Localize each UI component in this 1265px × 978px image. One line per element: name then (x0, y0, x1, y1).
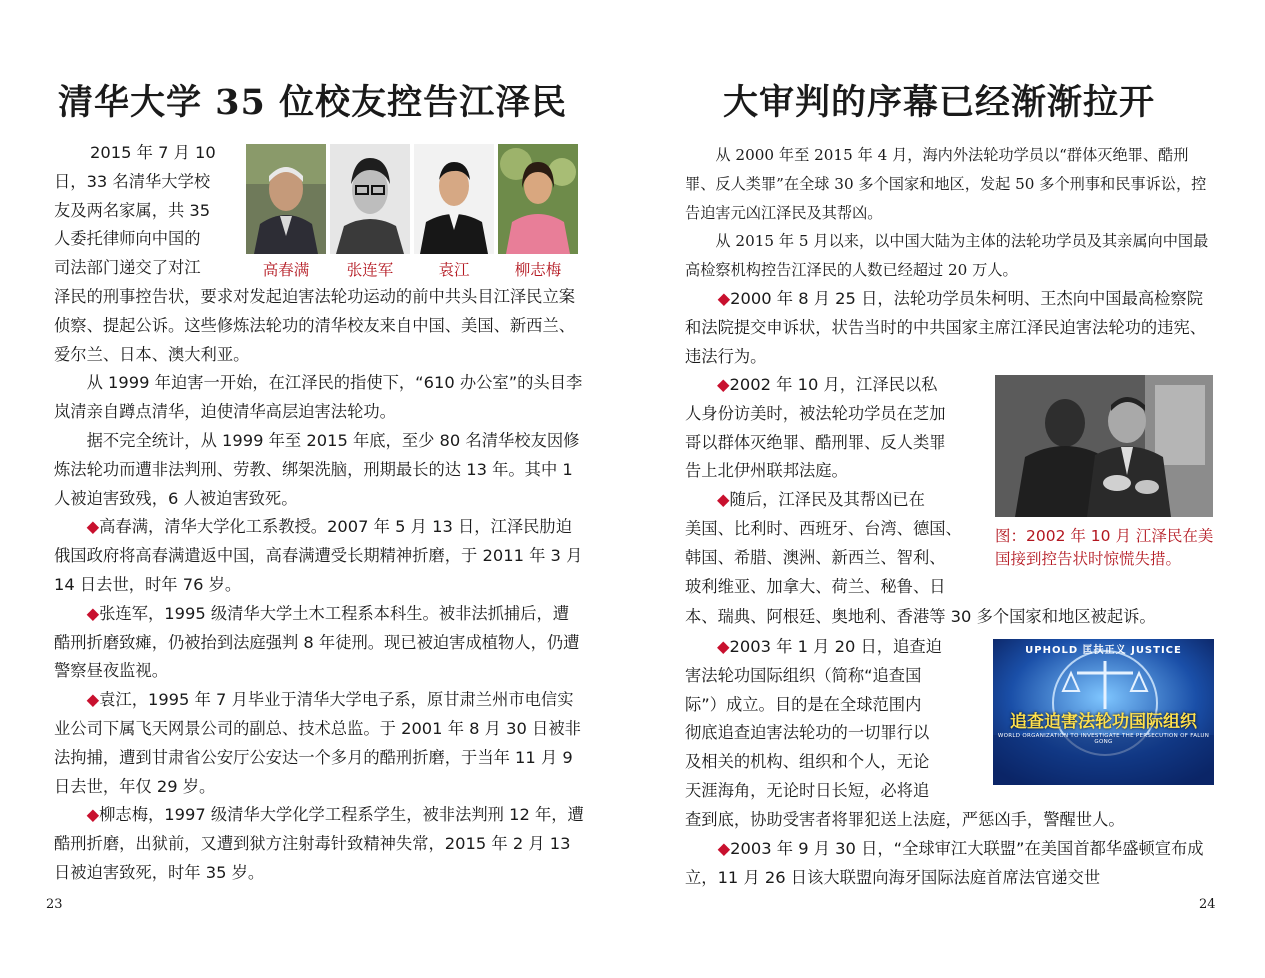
lawsuit-item-line: 哥以群体灭绝罪、酷刑罪、反人类罪 (685, 432, 946, 452)
portrait-gao-chunman (246, 144, 326, 254)
page-title: 大审判的序幕已经渐渐拉开 (723, 82, 1156, 123)
page-number: 23 (46, 897, 63, 912)
intro-line: 司法部门递交了对江 (54, 258, 201, 278)
intro-line: 2015 年 7 月 10 (90, 143, 216, 162)
wopfg-logo (993, 639, 1214, 785)
lawsuit-item-line: 玻利维亚、加拿大、荷兰、秘鲁、日 (685, 576, 946, 596)
intro-line: 日，33 名清华大学校 (54, 171, 211, 191)
body-paragraph: 从 2015 年 5 月以来，以中国大陆为主体的法轮功学员及其亲属向中国最高检察机构控告江泽民的人数已经超过 20 万人。 (685, 232, 1209, 280)
lawsuit-item-line: 查到底，协助受害者将罪犯送上法庭，严惩凶手，警醒世人。 (685, 810, 1125, 829)
jiang-photo (995, 375, 1213, 517)
left-body (54, 283, 584, 888)
lawsuit-item-line: 及相关的机构、组织和个人，无论 (685, 752, 930, 772)
right-intro (685, 141, 1217, 285)
logo-subtitle: WORLD ORGANIZATION TO INVESTIGATE THE PERSECUTION OF FALUN GONG (997, 733, 1210, 745)
lawsuit-item-line: ◆2003 年 1 月 20 日，追查迫 (717, 637, 942, 656)
lawsuit-item-line: 际”）成立。目的是在全球范围内 (685, 694, 922, 714)
photo-caption: 柳志梅 (514, 261, 562, 279)
page-title: 清华大学 35 位校友控告江泽民 (58, 82, 568, 123)
bullet-diamond-icon: ◆ (717, 838, 731, 858)
photo-caption: 张连军 (346, 261, 394, 279)
right-page (633, 0, 1265, 978)
body-paragraph: 泽民的刑事控告状，要求对发起迫害法轮功运动的前中共头目江泽民立案侦察、提起公诉。这些修炼法轮功的清华校友来自中国、美国、新西兰、爱尔兰、日本、澳大利亚。 (54, 287, 576, 364)
right-bottom-text (685, 806, 1217, 892)
intro-line: 人委托律师向中国的 (54, 229, 201, 249)
body-paragraph: 从 2000 年至 2015 年 4 月，海内外法轮功学员以“群体灭绝罪、酷刑罪、反人类罪”在全球 30 多个国家和地区，发起 50 多个刑事和民事诉讼，控告迫害元凶江泽民及其帮凶。 (685, 146, 1207, 222)
lawsuit-item-line: 韩国、希腊、澳洲、新西兰、智利、 (685, 547, 946, 567)
right-item1 (685, 285, 1217, 371)
victim-item: ◆柳志梅，1997 级清华大学化学工程系学生，被非法判刑 12 年，遭酷刑折磨，出狱前，又遭到狱方注射毒针致精神失常，2015 年 2 月 13 日被迫害致死，时年 35 岁。 (54, 805, 584, 882)
bullet-diamond-icon: ◆ (86, 517, 100, 537)
logo-title: 追查迫害法轮功国际组织 (1010, 712, 1197, 732)
lawsuit-item-line: ◆随后，江泽民及其帮凶已在 (717, 490, 925, 510)
right-item3-rest (685, 603, 1217, 632)
lawsuit-item-line: 天涯海角，无论时日长短，必将追 (685, 780, 930, 800)
lawsuit-item-line: 美国、比利时、西班牙、台湾、德国、 (685, 518, 962, 538)
lawsuit-item: ◆2003 年 9 月 30 日，“全球审江大联盟”在美国首都华盛顿宣布成立，11 月 26 日该大联盟向海牙国际法庭首席法官递交世 (685, 838, 1204, 887)
lawsuit-item-line: 人身份访美时，被法轮功学员在芝加 (685, 403, 946, 423)
photo-caption: 高春满 (262, 261, 310, 279)
body-paragraph: 据不完全统计，从 1999 年至 2015 年底，至少 80 名清华校友因修炼法轮功而遭非法判刑、劳教、绑架洗脑，刑期最长的达 13 年。其中 1 人被迫害致残，6 人被迫害致死。 (54, 430, 580, 508)
portrait-zhang-lianjun (330, 144, 410, 254)
lawsuit-item-line: 本、瑞典、阿根廷、奥地利、香港等 30 多个国家和地区被起诉。 (685, 607, 1156, 626)
lawsuit-item: ◆2000 年 8 月 25 日，法轮功学员朱柯明、王杰向中国最高检察院和法院提交申诉状，状告当时的中共国家主席江泽民迫害法轮功的违宪、违法行为。 (685, 289, 1207, 366)
bullet-diamond-icon: ◆ (86, 690, 100, 710)
bullet-diamond-icon: ◆ (717, 289, 731, 308)
lawsuit-item-line: 彻底追查迫害法轮功的一切罪行以 (685, 723, 930, 743)
portrait-yuan-jiang (414, 144, 494, 254)
bullet-diamond-icon: ◆ (86, 603, 100, 623)
left-page (0, 0, 632, 978)
bullet-diamond-icon: ◆ (86, 805, 100, 825)
right-item4-column (685, 633, 985, 806)
lawsuit-item-line: 告上北伊州联邦法庭。 (685, 461, 848, 481)
photo-caption: 袁江 (438, 261, 470, 279)
page-number: 24 (1199, 897, 1216, 912)
victim-item: ◆张连军，1995 级清华大学土木工程系本科生。被非法抓捕后，遭酷刑折磨致瘫，仍被抬到法庭强判 8 年徒刑。现已被迫害成植物人，仍遭警察昼夜监视。 (54, 603, 580, 681)
intro-line: 友及两名家属，共 35 (54, 200, 211, 220)
lawsuit-item-line: 害法轮功国际组织（简称“追查国 (685, 665, 922, 685)
intro-text-narrow (54, 139, 244, 283)
body-paragraph: 从 1999 年迫害一开始，在江泽民的指使下，“610 办公室”的头目李岚清亲自蹲点清华，迫使清华高层迫害法轮功。 (54, 373, 583, 422)
right-narrow-column (685, 371, 985, 601)
victim-item: ◆高春满，清华大学化工系教授。2007 年 5 月 13 日，江泽民肋迫俄国政府将高春满遣返中国，高春满遭受长期精神折磨，于 2011 年 3 月 14 日去世，时年 76 岁。 (54, 517, 583, 594)
lawsuit-item-line: ◆2002 年 10 月，江泽民以私 (717, 375, 938, 394)
portrait-liu-zhimei (498, 144, 578, 254)
logo-arc-text: UPHOLD 匡扶正义 JUSTICE (1025, 645, 1182, 656)
victim-item: ◆袁江，1995 年 7 月毕业于清华大学电子系，原甘肃兰州市电信实业公司下属飞天网景公司的副总、技术总监。于 2001 年 8 月 30 日被非法拘捕，遭到甘肃省公安厅公安达一个多月的酷刑折磨，于当年 11 月 9 日去世，年仅 29 岁。 (54, 690, 581, 796)
alumni-photos (246, 144, 580, 280)
figure-caption: 图：2002 年 10 月 江泽民在美国接到控告状时惊慌失措。 (995, 527, 1214, 568)
